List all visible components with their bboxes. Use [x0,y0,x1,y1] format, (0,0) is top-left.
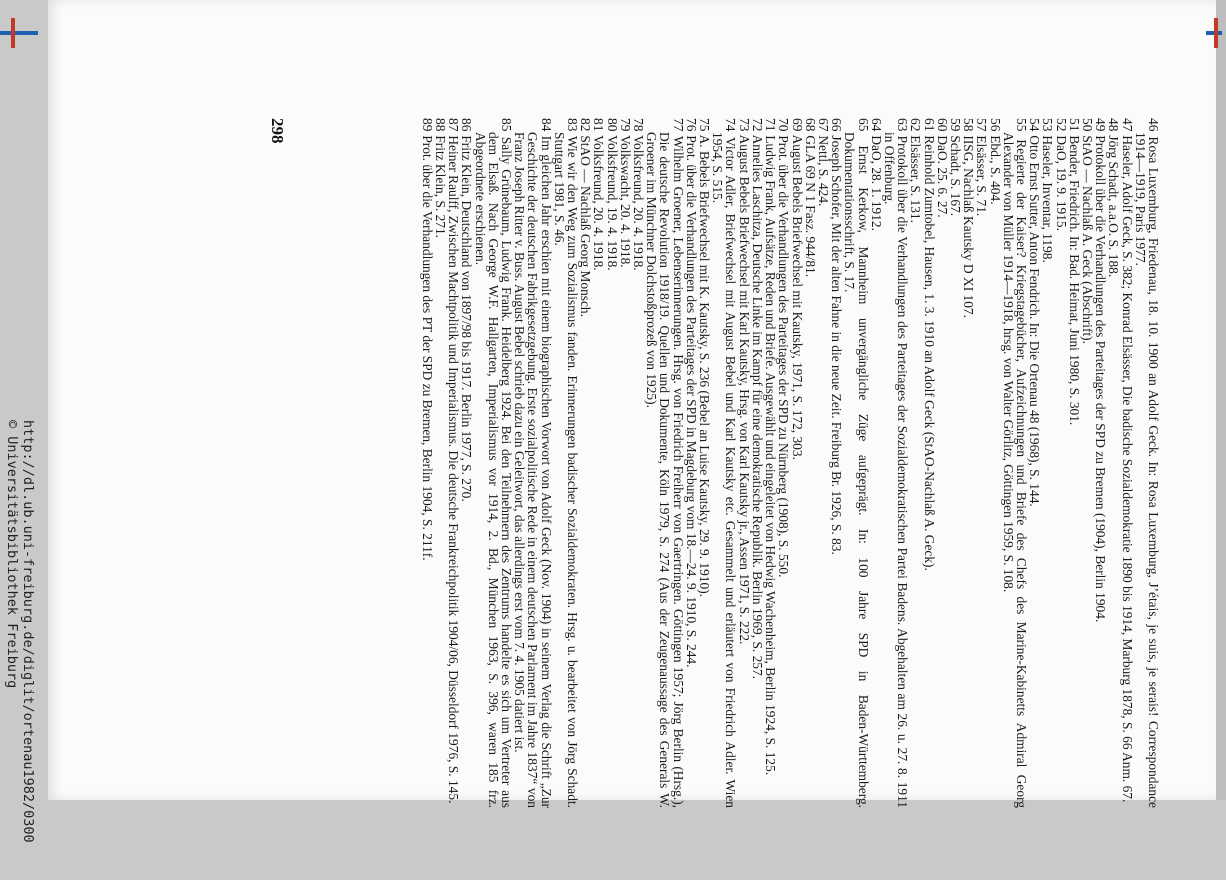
document-page [48,0,1216,809]
watermark-copyright: © Universitätsbibliothek Freiburg [4,420,20,689]
footnote-number: 50 [1079,118,1095,132]
footnote-number: 47 [1119,118,1135,132]
footnote-number: 48 [1106,118,1122,132]
footnote-text: Protokoll über die Verhandlungen des Parteitages der SPD zu Bremen (1904), Berlin 1904. [1093,135,1109,623]
footnote [936,118,949,808]
footnote-text: DaO, 28. 1. 1912. [868,135,884,231]
footnote-number: 67 [815,118,831,132]
footnote-number: 57 [974,118,990,132]
footnote-text: DaO, 19. 9. 1915. [1053,135,1069,231]
footnote-number: 68 [802,118,818,132]
footnote-number: 72 [749,118,765,132]
footnote-number: 73 [736,118,752,132]
footnote [685,118,698,808]
footnote [1068,118,1081,808]
footnote-text: Victor Adler, Briefwechsel mit August Bebel und Karl Kautsky etc. Gesammelt und erläutert von Friedrich Adler. Wien 1954, S. 515. [710,132,739,809]
footnote-text: Volksfreund, 20. 4. 1918. [631,135,647,271]
footnote-text: Wilhelm Groener, Lebenserinnerungen. Hrsg. von Friedrich Freiherr von Gaertringen. Göttingen 1957; Jörg Berlin (Hrsg.), Die deutsche Revolution 1918/19. Quellen und Dokumente, Köln 1979, S. 274 (Aus der Zeugenaussage des Generals W. Groener im Münchner Dolchstoßprozeß von 1925). [644,132,686,808]
footnote [751,118,764,808]
footnote-number: 75 [697,118,713,132]
footnote-number: 89 [419,118,435,132]
footnote [870,118,883,808]
footnote-number: 83 [565,118,581,132]
footnote-text: Sally Grünebaum, Ludwig Frank. Heidelberg 1924. Bei den Teilnehmern des Zentrums handelte es sich um Vertreter aus dem Elsaß. Nach George W.F. Hallgarten, Imperialismus vor 1914, 2. Bd., München 1963, S. 396, waren 185 frz. Abgeordnete erschienen. [472,132,515,808]
footnote-number: 59 [947,118,963,132]
footnote [883,118,909,808]
footnote-text: Elsässer, S. 131. [908,135,924,223]
footnote [619,118,632,808]
footnote-number: 64 [868,118,884,132]
footnote-text: Rosa Luxemburg, Friedenau, 18. 10. 1900 an Adolf Geck. In: Rosa Luxemburg, J’étais, je suis, je serais! Correspondance 1914—1919, Paris 1977. [1132,132,1161,808]
footnote-number: 62 [908,118,924,132]
footnote-number: 54 [1027,118,1043,132]
page-number: 298 [268,118,287,144]
footnote-text: Volksfreund, 19. 4. 1918. [604,135,620,271]
footnote [1054,118,1067,808]
footnote [817,118,830,808]
footnote [698,118,711,808]
footnote-number: 53 [1040,118,1056,132]
footnote [1002,118,1028,808]
footnote [553,118,579,808]
footnote-text: DaO. 25. 6. 27. [934,135,950,218]
footnote-text: Prot. über die Verhandlungen des Parteitages der SPD in Magdeburg vom 18.—24. 9. 1910, S. 244. [683,135,699,668]
footnote-text: Nettl, S. 424. [815,135,831,207]
footnote-text: Joseph Schofer, Mit der alten Fahne in die neue Zeit. Freiburg Br. 1926, S. 83. [829,135,845,555]
footnote [962,118,975,808]
footnote-number: 76 [683,118,699,132]
footnote-number: 52 [1053,118,1069,132]
scrollbar[interactable] [1216,0,1226,800]
footnote-number: 60 [934,118,950,132]
footnote-text: Schadt, S. 167. [947,135,963,217]
footnote-text: GLA 69 N 1 Fasz. 944/81. [802,135,818,278]
footnote [434,118,447,808]
footnote-list [421,118,1160,808]
footnote [592,118,605,808]
footnote [421,118,434,808]
footnote-text: Im gleichen Jahr erschien mit einem biographischen Vorwort von Adolf Geck (Nov. 1904) in seinem Verlag die Schrift „Zur Geschichte der deutschen Fabrikgesetzgebung. Erste sozialpolitische Rede in einem deutschen Parlament im Jahre 1837“ von Franz Joseph Ritter v. Buss. August Bebel schrieb dazu ein Geleitwort, das allerdings erst vom 7. 4. 1905 datiert ist. [512,132,554,808]
footnote-number: 82 [578,118,594,132]
footnote [711,118,737,808]
footnote [790,118,803,808]
footnote-number: 78 [631,118,647,132]
footnote [1028,118,1041,808]
footnote-number: 51 [1066,118,1082,132]
footnote [1107,118,1120,808]
footnote-number: 88 [433,118,449,132]
footnote-number: 71 [763,118,779,132]
footnote [1134,118,1160,808]
footnote-number: 61 [921,118,937,132]
footnote-text: Bender, Friedrich. In: Bad. Heimat, Juni 1980, S. 301. [1066,135,1082,426]
footnote-number: 49 [1093,118,1109,132]
footnote-text: August Bebels Briefwechsel mit Karl Kautsky, Hrsg. von Karl Kautsky jr., Assen 1971, S. 222. [736,134,752,645]
footnote-text: Protokoll über die Verhandlungen des Parteitages der Sozialdemokratischen Partei Badens. Abgehalten am 26. u. 27. 8. 1911 in Offenburg. [881,132,911,808]
watermark [4,420,36,880]
footnote [975,118,988,808]
footnote-text: Jörg Schadt, a.a.O. S. 188. [1106,135,1122,278]
footnote [645,118,685,808]
footnote-number: 63 [895,118,911,132]
footnote [738,118,751,808]
footnote [922,118,935,808]
footnote-text: A. Bebels Briefwechsel mit K. Kautsky, S. 236 (Bebel an Luise Kautsky, 29. 9. 1910). [697,134,713,598]
footnote-text: Reinhold Zumtobel, Hausen, 1. 3. 1910 an Adolf Geck (StAO-Nachlaß A. Geck). [921,135,937,571]
footnote-text: Prot. über die Verhandlungen des Parteitages der SPD zu Nürnberg (1908), S. 550. [776,135,792,578]
footnote [579,118,592,808]
page-marker-right-icon [1206,18,1226,48]
footnote-text: StAO — Nachlaß Georg Monsch. [578,135,594,317]
footnote [447,118,460,808]
footnote [804,118,817,808]
footnote [473,118,513,808]
footnote-number: 70 [776,118,792,132]
footnote [1120,118,1133,808]
footnote [632,118,645,808]
footnote-text: Wie wir den Weg zum Sozialismus fanden. Erinnerungen badischer Sozialdemokraten. Hrsg. u. bearbeitet von Jörg Schadt. Stuttgart 1981, S. 46. [551,132,581,808]
footnote-number: 74 [723,118,739,132]
footnote-text: Haseler, Inventar, 1198. [1040,135,1056,263]
footnote-text: Fritz Klein, S. 271. [433,135,449,239]
footnote-number: 69 [789,118,805,132]
footnote [1081,118,1094,808]
footnote-text: Ludwig Frank, Aufsätze, Reden und Briefe. Ausgewählt und eingeleitet von Hedwig Wachenheim, Berlin 1924, S. 125. [763,135,779,776]
footnote-text: Ebd., S. 404. [987,135,1003,205]
footnotes-block [160,118,1160,808]
footnote [988,118,1001,808]
footnote-text: Regierte der Kaiser? Kriegstagebücher, Aufzeichnungen und Briefe des Chefs des Marine-Kabinetts Admiral Georg Alexander von Müller 1914—1918, hrsg. von Walter Görlitz, Göttingen 1959, S. 108. [1000,132,1029,808]
footnote-text: Fritz Klein, Deutschland von 1897/98 bis 1917. Berlin 1977, S. 270. [459,135,475,502]
footnote-text: August Bebels Briefwechsel mit Kautsky, 1971, S. 172, 303. [789,134,805,460]
footnote [949,118,962,808]
footnote [764,118,777,808]
page-marker-left-icon [0,18,40,48]
footnote-text: Otto Ernst Sutter, Anton Fendrich. In: Die Ortenau 48 (1968), S. 144. [1027,135,1043,507]
footnote-text: Prot. über die Verhandlungen des PT der SPD zu Bremen, Berlin 1904, S. 211f. [419,135,435,561]
footnote [777,118,790,808]
footnote-number: 55 [1013,118,1029,132]
footnote-number: 85 [499,118,515,132]
footnote-number: 86 [459,118,475,132]
watermark-url[interactable]: http://dl.ub.uni-freiburg.de/diglit/ortenau1982/0300 [20,420,36,843]
footnote-number: 56 [987,118,1003,132]
footnote-number: 46 [1146,118,1161,132]
footnote-number: 84 [538,118,554,132]
footnote [460,118,473,808]
footnote-text: Volkswacht, 20. 4. 1918. [617,135,633,268]
footnote-number: 66 [829,118,845,132]
footnote-text: Heiner Raulff, Zwischen Machtpolitik und Imperialismus. Die deutsche Frankreichpolitik 1904/06, Düsseldorf 1976, S. 145. [446,135,462,804]
footnote-text: Annelies Laschitza, Deutsche Linke im Kampf für eine demokratische Republik. Berlin 1969, S. 257. [749,134,765,680]
footnote-text: Volksfreund, 20. 4. 1918. [591,135,607,271]
footnote [1041,118,1054,808]
footnote [605,118,618,808]
footnote-number: 58 [961,118,977,132]
footnote-number: 80 [604,118,620,132]
footnote-number: 77 [670,118,686,132]
footnote [843,118,869,808]
footnote [1094,118,1107,808]
footnote-text: IISG, Nachlaß Kautsky D XI 107. [961,135,977,318]
footnote-text: Haseler, Adolf Geck, S. 382; Konrad Elsässer, Die badische Sozialdemokratie 1890 bis 1914, Marburg 1878, S. 66 Anm. 67. [1119,135,1135,803]
footnote-number: 81 [591,118,607,132]
footnote [909,118,922,808]
footnote-text: StAO — Nachlaß A. Geck (Abschrift). [1079,135,1095,344]
footnote [830,118,843,808]
footnote-number: 65 [855,118,871,132]
footnote-number: 87 [446,118,462,132]
footnote-text: Ernst Kerkow, Mannheim unvergängliche Züge aufgeprägt. In: 100 Jahre SPD in Baden-Württemberg. Dokumentationsschrift, S. 17. [842,132,871,808]
footnote [513,118,553,808]
footnote-text: Elsässer, S. 71. [974,135,990,217]
footnote-number: 79 [617,118,633,132]
